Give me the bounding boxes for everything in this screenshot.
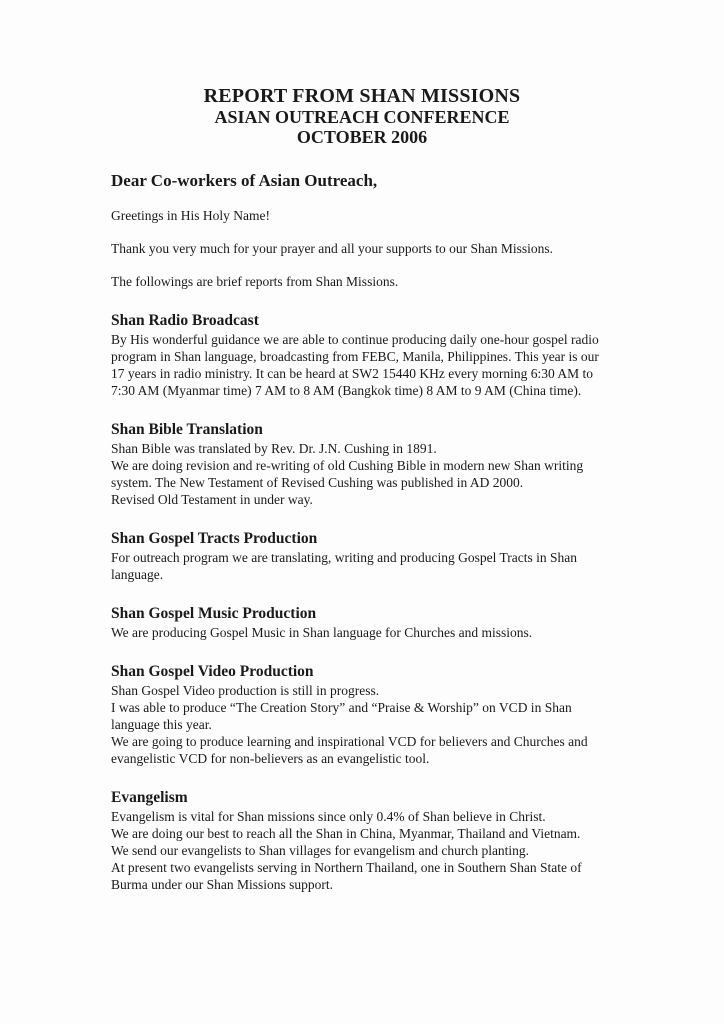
intro-thanks: Thank you very much for your prayer and all your supports to our Shan Missions. [111, 241, 554, 256]
section-shan-bible-translation [111, 421, 613, 508]
section-shan-gospel-music-production [111, 605, 613, 641]
section-heading: Shan Gospel Video Production [111, 663, 314, 680]
section-text: At present two evangelists serving in Northern Thailand, one in Southern Shan State of Burma under our Shan Missions support. [111, 860, 582, 892]
section-text: I was able to produce “The Creation Story” and “Praise & Worship” on VCD in Shan language this year. [111, 700, 572, 732]
section-heading: Shan Gospel Tracts Production [111, 530, 318, 547]
section-evangelism [111, 789, 613, 893]
section-text: We are doing revision and re-writing of old Cushing Bible in modern new Shan writing system. The New Testament of Revised Cushing was published in AD 2000. [111, 458, 584, 490]
document-header [111, 86, 613, 147]
section-text: By His wonderful guidance we are able to continue producing daily one-hour gospel radio program in Shan language, broadcasting from FEBC, Manila, Philippines. This year is our 17 years in radio ministry. It can be heard at SW2 15440 KHz every morning 6:30 AM to 7:30 AM (Myanmar time) 7 AM to 8 AM (Bangkok time) 8 AM to 9 AM (China time). [111, 332, 599, 398]
section-text: For outreach program we are translating, writing and producing Gospel Tracts in Shan language. [111, 550, 578, 582]
salutation: Dear Co-workers of Asian Outreach, [111, 171, 378, 190]
section-heading: Evangelism [111, 789, 188, 806]
intro-greeting: Greetings in His Holy Name! [111, 208, 270, 223]
section-heading: Shan Bible Translation [111, 421, 263, 438]
section-text: We are going to produce learning and inspirational VCD for believers and Churches and evangelistic VCD for non-believers as an evangelistic tool. [111, 734, 588, 766]
section-text: Shan Bible was translated by Rev. Dr. J.N. Cushing in 1891. [111, 441, 437, 456]
section-heading: Shan Gospel Music Production [111, 605, 317, 622]
intro-block [111, 207, 613, 290]
section-text: Revised Old Testament in under way. [111, 492, 313, 507]
section-text: Shan Gospel Video production is still in progress. [111, 683, 380, 698]
section-shan-radio-broadcast [111, 312, 613, 399]
section-shan-gospel-video-production [111, 663, 613, 767]
intro-overview: The followings are brief reports from Shan Missions. [111, 274, 399, 289]
document-content [111, 86, 613, 893]
section-text: We send our evangelists to Shan villages for evangelism and church planting. [111, 843, 530, 858]
section-text: Evangelism is vital for Shan missions since only 0.4% of Shan believe in Christ. [111, 809, 546, 824]
section-shan-gospel-tracts-production [111, 530, 613, 583]
document-date: OCTOBER 2006 [296, 127, 428, 147]
document-title: REPORT FROM SHAN MISSIONS [203, 85, 521, 107]
section-heading: Shan Radio Broadcast [111, 312, 259, 329]
document-subtitle: ASIAN OUTREACH CONFERENCE [214, 107, 510, 127]
section-text: We are producing Gospel Music in Shan language for Churches and missions. [111, 625, 533, 640]
section-text: We are doing our best to reach all the Shan in China, Myanmar, Thailand and Vietnam. [111, 826, 581, 841]
